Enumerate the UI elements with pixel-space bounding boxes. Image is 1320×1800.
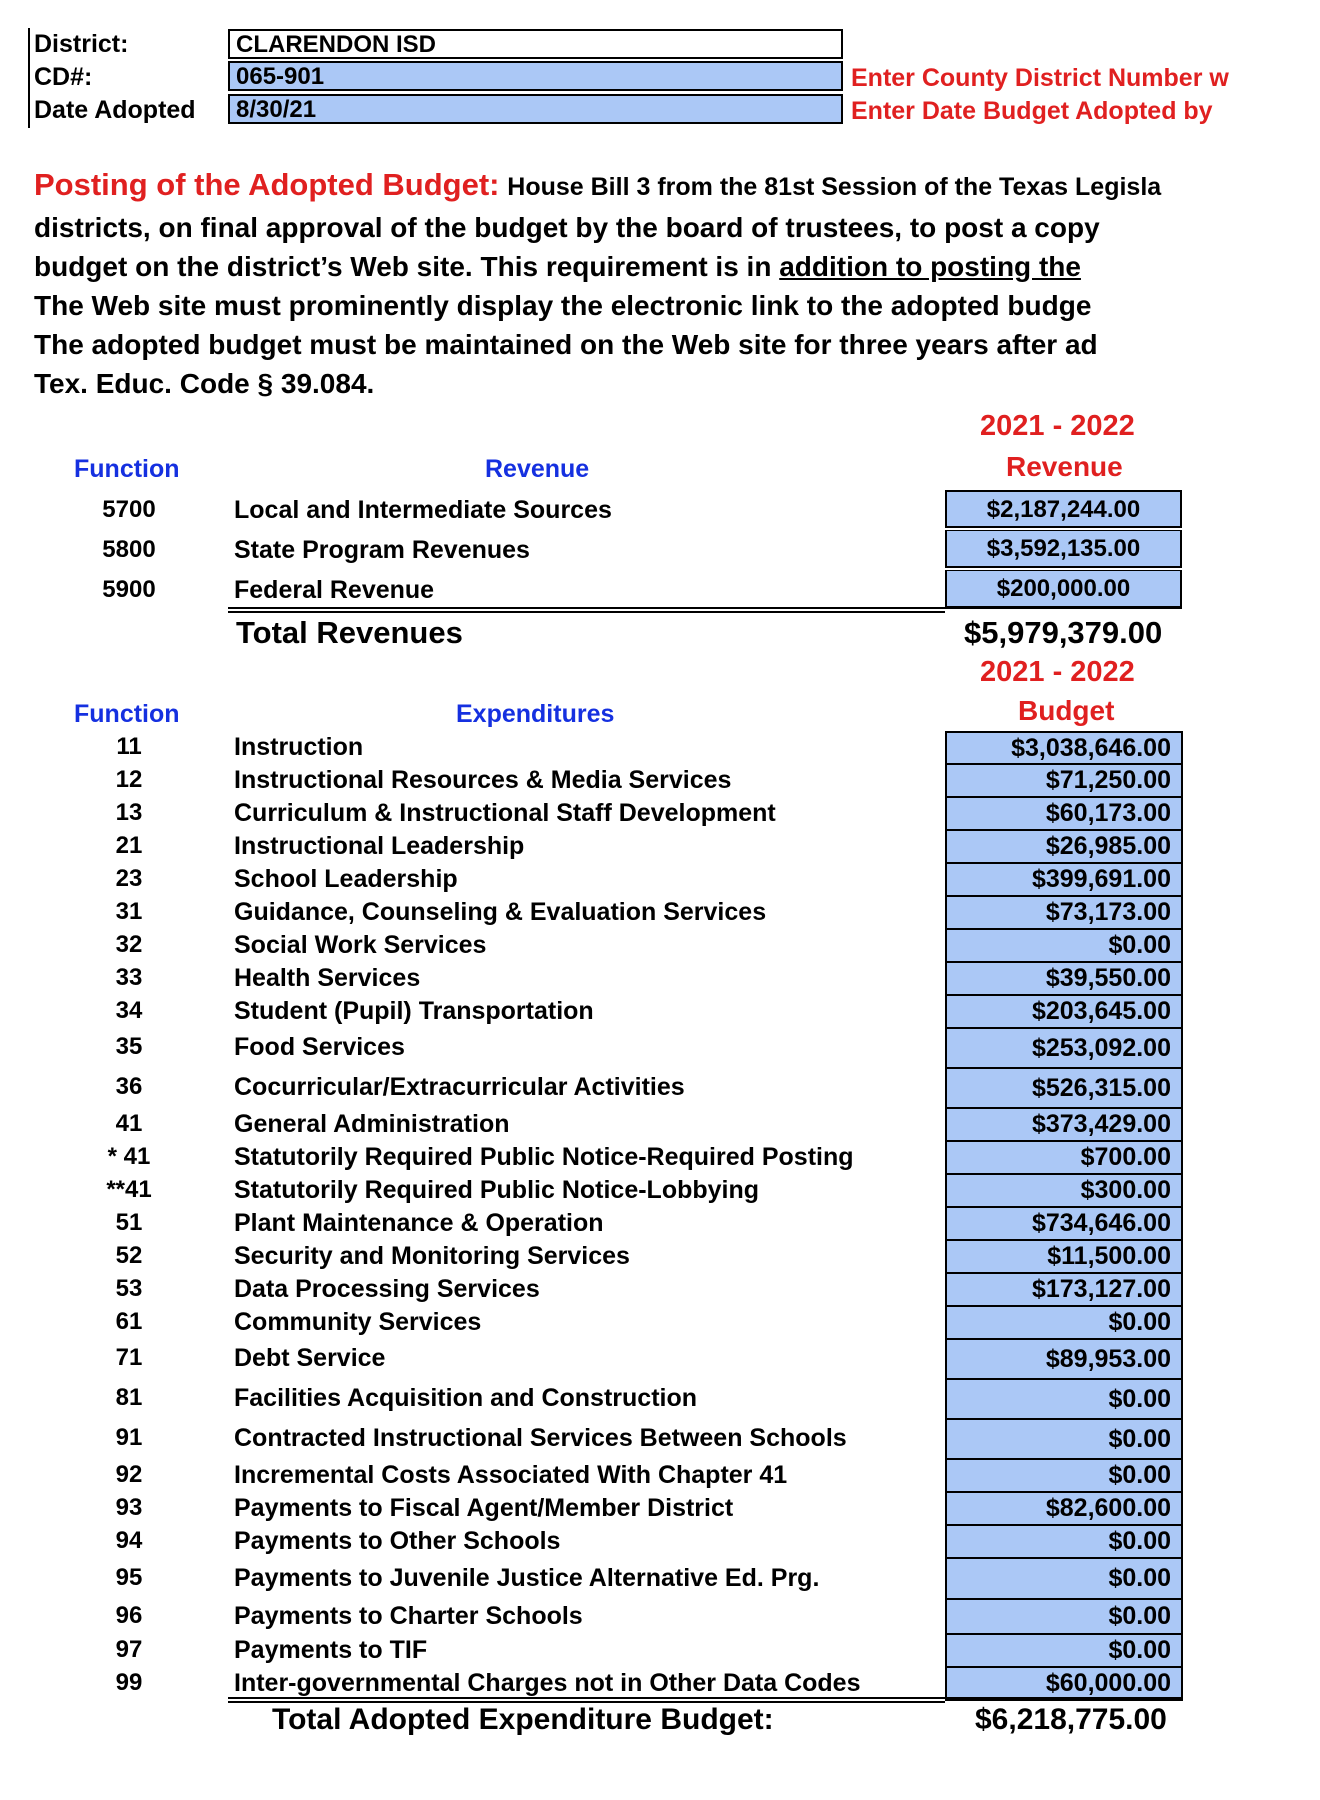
total-revenues-value: $5,979,379.00 [964, 615, 1163, 650]
expenditure-description: Debt Service [234, 1344, 386, 1372]
expenditure-function-code: 96 [115, 1601, 143, 1629]
expenditure-description: Student (Pupil) Transportation [234, 996, 594, 1025]
expenditure-amount-cell[interactable]: $60,000.00 [945, 1667, 1183, 1701]
expenditures-column-header: Budget [1018, 695, 1115, 726]
expenditure-total-rule [228, 1697, 1183, 1699]
expenditures-year-header: 2021 - 2022 [980, 656, 1135, 688]
expenditure-function-code: 11 [116, 732, 142, 760]
total-expenditure-label: Total Adopted Expenditure Budget: [272, 1703, 774, 1736]
expenditure-description: Statutorily Required Public Notice-Required Posting [234, 1142, 854, 1171]
expenditure-description: Facilities Acquisition and Construction [234, 1384, 698, 1412]
expenditure-function-code: 12 [115, 765, 143, 793]
expenditure-amount-cell[interactable]: $26,985.00 [945, 830, 1183, 864]
expenditure-description: Inter-governmental Charges not in Other Data Codes [234, 1668, 861, 1697]
expenditure-description: Payments to TIF [234, 1635, 428, 1664]
expenditure-description: Instruction [234, 732, 364, 761]
expenditure-amount-cell[interactable]: $0.00 [945, 1419, 1183, 1460]
cd-instruction-note: Enter County District Number w [851, 64, 1229, 92]
expenditure-amount-cell[interactable]: $89,953.00 [945, 1339, 1183, 1380]
revenue-amount-cell[interactable]: $2,187,244.00 [945, 490, 1182, 528]
expenditure-amount-cell[interactable]: $71,250.00 [945, 764, 1183, 798]
expenditure-description: Curriculum & Instructional Staff Development [234, 798, 776, 827]
expenditure-amount-cell[interactable]: $253,092.00 [945, 1028, 1183, 1069]
expenditure-function-code: 51 [115, 1208, 143, 1236]
expenditure-amount-cell[interactable]: $0.00 [945, 929, 1183, 963]
expenditure-description: Social Work Services [234, 930, 487, 959]
district-label: District: [34, 30, 129, 58]
expenditure-function-code: 71 [115, 1344, 143, 1371]
revenue-function-code: 5900 [102, 576, 156, 603]
posting-lead: House Bill 3 from the 81st Session of the Texas Legisla [507, 173, 1162, 201]
expenditure-description: Health Services [234, 963, 421, 992]
posting-line-3-text: budget on the district’s Web site. This requirement is in [34, 251, 780, 282]
expenditure-amount-cell[interactable]: $73,173.00 [945, 896, 1183, 930]
cd-field[interactable]: 065-901 [228, 61, 843, 91]
expenditure-function-code: 93 [115, 1493, 143, 1521]
total-expenditure-value: $6,218,775.00 [975, 1703, 1167, 1736]
expenditure-function-code: * 41 [107, 1142, 151, 1170]
posting-line-6: Tex. Educ. Code § 39.084. [34, 368, 375, 399]
expenditure-amount-cell[interactable]: $700.00 [945, 1141, 1183, 1175]
revenue-title-header: Revenue [485, 455, 590, 483]
expenditures-function-header: Function [74, 700, 180, 728]
expenditure-function-code: **41 [106, 1175, 152, 1203]
expenditure-function-code: 23 [115, 864, 143, 892]
district-field[interactable]: CLARENDON ISD [228, 29, 843, 59]
expenditure-amount-cell[interactable]: $373,429.00 [945, 1108, 1183, 1142]
expenditure-function-code: 53 [115, 1274, 143, 1302]
revenue-description: State Program Revenues [234, 536, 530, 564]
expenditure-amount-cell[interactable]: $203,645.00 [945, 995, 1183, 1029]
expenditure-amount-cell[interactable]: $82,600.00 [945, 1492, 1183, 1526]
expenditure-amount-cell[interactable]: $0.00 [945, 1599, 1183, 1635]
total-revenues-label: Total Revenues [236, 615, 463, 650]
revenue-year-header: 2021 - 2022 [980, 410, 1135, 442]
expenditure-description: Payments to Charter Schools [234, 1601, 583, 1630]
expenditure-description: Plant Maintenance & Operation [234, 1208, 604, 1237]
expenditure-description: Community Services [234, 1307, 482, 1336]
expenditure-description: Payments to Juvenile Justice Alternative Ed. Prg. [234, 1563, 820, 1592]
expenditure-amount-cell[interactable]: $60,173.00 [945, 797, 1183, 831]
expenditure-amount-cell[interactable]: $0.00 [945, 1558, 1183, 1600]
expenditure-function-code: 95 [115, 1563, 143, 1591]
expenditure-function-code: 81 [115, 1384, 143, 1411]
revenue-description: Federal Revenue [234, 576, 435, 604]
posting-line-4: The Web site must prominently display the electronic link to the adopted budge [34, 290, 1092, 321]
posting-line-3-underlined: addition to posting the [779, 251, 1081, 282]
expenditure-amount-cell[interactable]: $173,127.00 [945, 1273, 1183, 1307]
expenditure-description: Incremental Costs Associated With Chapter 41 [234, 1460, 788, 1489]
posting-line-1 [34, 166, 1274, 206]
expenditure-function-code: 52 [115, 1241, 143, 1269]
expenditure-function-code: 94 [115, 1526, 143, 1554]
expenditure-amount-cell[interactable]: $526,315.00 [945, 1068, 1183, 1109]
expenditure-function-code: 36 [115, 1073, 143, 1100]
expenditure-description: General Administration [234, 1109, 510, 1138]
date-instruction-note: Enter Date Budget Adopted by [851, 97, 1213, 125]
revenue-total-rule [228, 607, 1182, 609]
date-adopted-field[interactable]: 8/30/21 [228, 94, 843, 124]
expenditure-description: Contracted Instructional Services Between Schools [234, 1424, 847, 1452]
expenditure-amount-cell[interactable]: $11,500.00 [945, 1240, 1183, 1274]
revenue-amount-cell[interactable]: $200,000.00 [945, 570, 1182, 608]
cd-label: CD#: [34, 63, 93, 91]
expenditure-amount-cell[interactable]: $734,646.00 [945, 1207, 1183, 1241]
expenditure-description: Payments to Fiscal Agent/Member District [234, 1493, 734, 1522]
expenditure-function-code: 31 [115, 897, 143, 925]
expenditure-function-code: 33 [115, 963, 143, 991]
expenditure-function-code: 13 [115, 798, 143, 826]
posting-line-2: districts, on final approval of the budget by the board of trustees, to post a copy [34, 212, 1100, 243]
revenue-function-code: 5800 [102, 536, 156, 563]
expenditure-description: Cocurricular/Extracurricular Activities [234, 1073, 685, 1101]
expenditure-amount-cell[interactable]: $39,550.00 [945, 962, 1183, 996]
expenditure-function-code: 21 [115, 831, 143, 859]
expenditure-description: Payments to Other Schools [234, 1526, 561, 1555]
posting-title: Posting of the Adopted Budget: [34, 167, 500, 202]
expenditure-description: Data Processing Services [234, 1274, 540, 1303]
expenditure-description: Food Services [234, 1033, 405, 1061]
expenditure-amount-cell[interactable]: $0.00 [945, 1525, 1183, 1559]
revenue-amount-cell[interactable]: $3,592,135.00 [945, 530, 1182, 568]
revenue-column-header: Revenue [1006, 451, 1123, 482]
expenditure-description: Security and Monitoring Services [234, 1241, 630, 1270]
posting-line-3 [34, 248, 1274, 286]
expenditures-title-header: Expenditures [456, 700, 615, 728]
expenditure-description: Instructional Resources & Media Services [234, 765, 732, 794]
expenditure-amount-cell[interactable]: $0.00 [945, 1306, 1183, 1340]
posting-line-5: The adopted budget must be maintained on the Web site for three years after ad [34, 329, 1098, 360]
expenditure-function-code: 61 [115, 1307, 143, 1335]
expenditure-amount-cell[interactable]: $0.00 [945, 1379, 1183, 1420]
revenue-function-code: 5700 [102, 496, 156, 523]
expenditure-amount-cell[interactable]: $300.00 [945, 1174, 1183, 1208]
expenditure-amount-cell[interactable]: $0.00 [945, 1634, 1183, 1668]
expenditure-function-code: 34 [115, 996, 143, 1024]
expenditure-description: Statutorily Required Public Notice-Lobbying [234, 1175, 760, 1204]
expenditure-amount-cell[interactable]: $3,038,646.00 [945, 731, 1183, 765]
expenditure-function-code: 32 [115, 930, 143, 958]
expenditure-function-code: 91 [115, 1424, 143, 1451]
expenditure-function-code: 99 [115, 1668, 143, 1696]
expenditure-description: School Leadership [234, 864, 458, 893]
expenditure-function-code: 41 [115, 1109, 143, 1137]
expenditure-description: Instructional Leadership [234, 831, 525, 860]
expenditure-description: Guidance, Counseling & Evaluation Services [234, 897, 767, 926]
expenditure-function-code: 97 [115, 1635, 143, 1663]
expenditure-amount-cell[interactable]: $399,691.00 [945, 863, 1183, 897]
expenditure-function-code: 92 [115, 1460, 143, 1488]
revenue-total-rule-2 [228, 611, 945, 613]
expenditure-function-code: 35 [115, 1033, 143, 1060]
date-adopted-label: Date Adopted [34, 96, 196, 124]
revenue-description: Local and Intermediate Sources [234, 496, 612, 524]
revenue-function-header: Function [74, 455, 180, 483]
expenditure-amount-cell[interactable]: $0.00 [945, 1459, 1183, 1493]
